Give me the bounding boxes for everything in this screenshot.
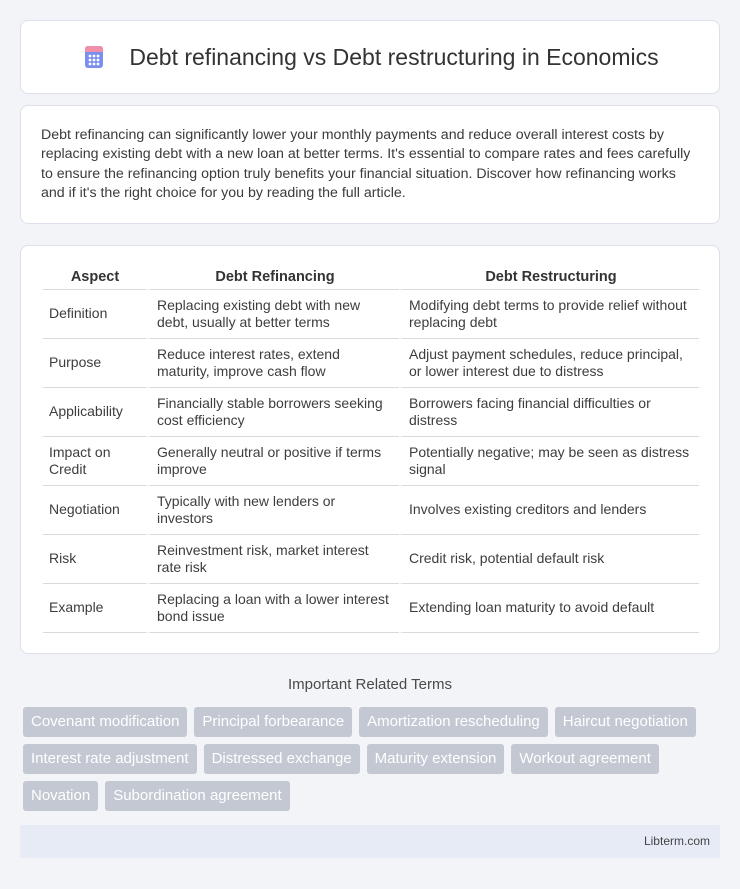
row-aspect: Definition: [43, 290, 147, 339]
related-term-tag[interactable]: Subordination agreement: [105, 781, 289, 811]
comparison-card: [20, 245, 720, 654]
related-term-tag[interactable]: Novation: [23, 781, 98, 811]
row-restructuring: Potentially negative; may be seen as distress signal: [399, 437, 699, 486]
related-term-tag[interactable]: Amortization rescheduling: [359, 707, 548, 737]
footer-site-link[interactable]: Libterm.com: [643, 834, 710, 848]
calculator-icon: [81, 44, 107, 70]
header-debt-refinancing: Debt Refinancing: [147, 266, 399, 290]
related-term-tag[interactable]: Maturity extension: [367, 744, 505, 774]
row-refinancing: Typically with new lenders or investors: [147, 486, 399, 535]
table-row: [43, 290, 699, 339]
related-terms-list: [23, 707, 723, 818]
row-aspect: Impact on Credit: [43, 437, 147, 486]
related-term-tag[interactable]: Covenant modification: [23, 707, 187, 737]
row-restructuring: Adjust payment schedules, reduce principal, or lower interest due to distress: [399, 339, 699, 388]
intro-text: Debt refinancing can significantly lower your monthly payments and reduce overall interest costs by replacing existing debt with a new loan at better terms. It's essential to compare rates and fees carefully to ensure the refinancing option truly benefits your financial situation. Discover how refinancing works and if it's the right choice for you by reading the full article.: [41, 127, 691, 201]
row-restructuring: Involves existing creditors and lenders: [399, 486, 699, 535]
intro-card: [20, 105, 720, 224]
related-term-tag[interactable]: Principal forbearance: [194, 707, 352, 737]
related-term-tag[interactable]: Haircut negotiation: [555, 707, 696, 737]
page-title: Debt refinancing vs Debt restructuring in Economics: [129, 43, 659, 70]
related-term-tag[interactable]: Interest rate adjustment: [23, 744, 197, 774]
row-refinancing: Replacing a loan with a lower interest bond issue: [147, 584, 399, 633]
table-row: [43, 486, 699, 535]
row-aspect: Applicability: [43, 388, 147, 437]
table-header-row: [43, 266, 699, 290]
header-aspect: Aspect: [43, 266, 147, 290]
table-row: [43, 584, 699, 633]
table-row: [43, 339, 699, 388]
table-row: [43, 388, 699, 437]
row-restructuring: Credit risk, potential default risk: [399, 535, 699, 584]
header-debt-restructuring: Debt Restructuring: [399, 266, 699, 290]
row-refinancing: Reduce interest rates, extend maturity, improve cash flow: [147, 339, 399, 388]
row-restructuring: Extending loan maturity to avoid default: [399, 584, 699, 633]
related-terms-title: Important Related Terms: [288, 676, 452, 693]
related-term-tag[interactable]: Workout agreement: [511, 744, 658, 774]
row-aspect: Purpose: [43, 339, 147, 388]
row-refinancing: Financially stable borrowers seeking cost efficiency: [147, 388, 399, 437]
row-restructuring: Borrowers facing financial difficulties or distress: [399, 388, 699, 437]
row-refinancing: Reinvestment risk, market interest rate risk: [147, 535, 399, 584]
row-aspect: Negotiation: [43, 486, 147, 535]
comparison-table: [43, 266, 699, 633]
row-refinancing: Generally neutral or positive if terms improve: [147, 437, 399, 486]
row-aspect: Risk: [43, 535, 147, 584]
table-row: [43, 535, 699, 584]
title-card: [20, 20, 720, 94]
table-row: [43, 437, 699, 486]
row-refinancing: Replacing existing debt with new debt, usually at better terms: [147, 290, 399, 339]
related-term-tag[interactable]: Distressed exchange: [204, 744, 360, 774]
row-restructuring: Modifying debt terms to provide relief without replacing debt: [399, 290, 699, 339]
footer: [20, 825, 720, 858]
row-aspect: Example: [43, 584, 147, 633]
